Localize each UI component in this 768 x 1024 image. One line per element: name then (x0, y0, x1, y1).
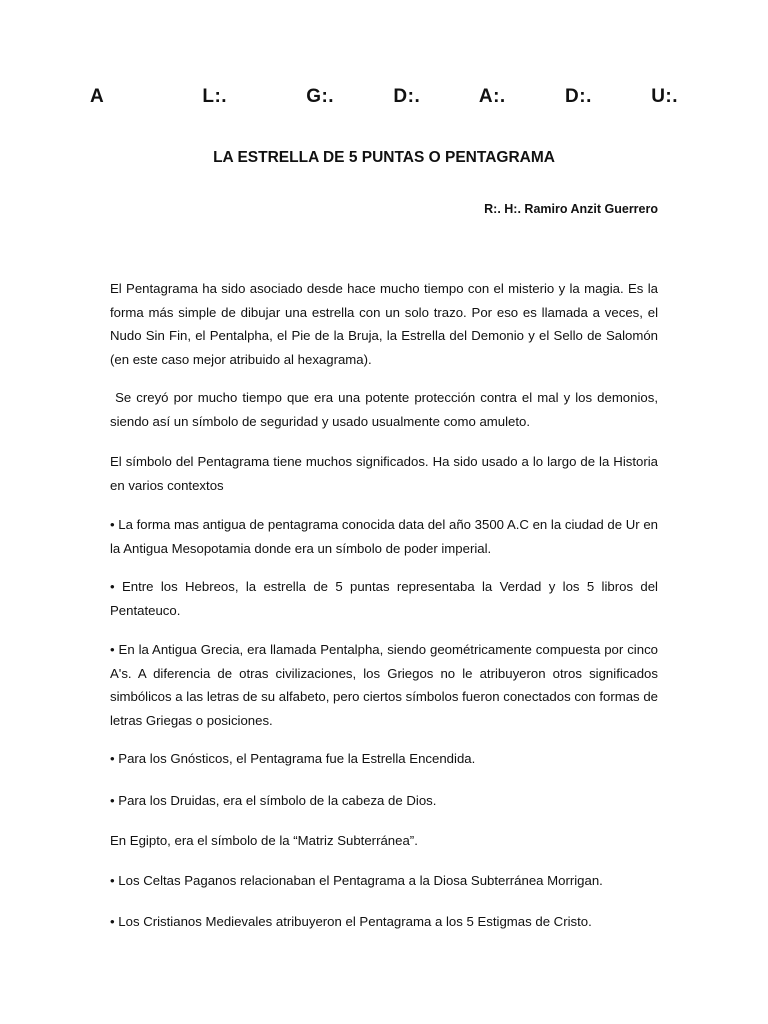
bullet-christians: • Los Cristianos Medievales atribuyeron el Pentagrama a los 5 Estigmas de Cristo. (110, 914, 592, 929)
author-line: R:. H:. Ramiro Anzit Guerrero (484, 202, 658, 216)
paragraph-egypt: En Egipto, era el símbolo de la “Matriz Subterránea”. (110, 833, 418, 848)
paragraph-intro: El Pentagrama ha sido asociado desde hace mucho tiempo con el misterio y la magia. Es la forma más simple de dibujar una estrella con un solo trazo. Por eso es llamada a veces, el Nudo Sin Fin, el Pentalpha, el Pie de la Bruja, la Estrella del Demonio y el Sello de Salomón (en este caso mejor atribuido al hexagrama). (110, 281, 658, 367)
paragraph-protection: Se creyó por mucho tiempo que era una potente protección contra el mal y los demonios, siendo así un símbolo de seguridad y usado usualmente como amuleto. (110, 390, 662, 429)
bullet-greece: • En la Antigua Grecia, era llamada Pentalpha, siendo geométricamente compuesta por cinco A's. A diferencia de otras civilizaciones, los Griegos no le atribuyeron otros significados simbólicos a las letras de su alfabeto, pero ciertos símbolos fueron conectados con formas de letras Griegas o posiciones. (110, 642, 658, 728)
lodge-header: A L:. G:. D:. A:. D:. U:. (89, 86, 679, 107)
bullet-druids: • Para los Druidas, era el símbolo de la cabeza de Dios. (110, 793, 437, 808)
bullet-mesopotamia: • La forma mas antigua de pentagrama conocida data del año 3500 A.C en la ciudad de Ur en la Antigua Mesopotamia donde era un símbolo de poder imperial. (110, 517, 658, 556)
bullet-gnostics: • Para los Gnósticos, el Pentagrama fue la Estrella Encendida. (110, 751, 476, 766)
bullet-hebrews: • Entre los Hebreos, la estrella de 5 puntas representaba la Verdad y los 5 libros del Pentateuco. (110, 579, 658, 618)
paragraph-meanings: El símbolo del Pentagrama tiene muchos significados. Ha sido usado a lo largo de la Historia en varios contextos (110, 454, 658, 493)
document-title: LA ESTRELLA DE 5 PUNTAS O PENTAGRAMA (213, 149, 555, 166)
bullet-celts: • Los Celtas Paganos relacionaban el Pentagrama a la Diosa Subterránea Morrigan. (110, 873, 603, 888)
